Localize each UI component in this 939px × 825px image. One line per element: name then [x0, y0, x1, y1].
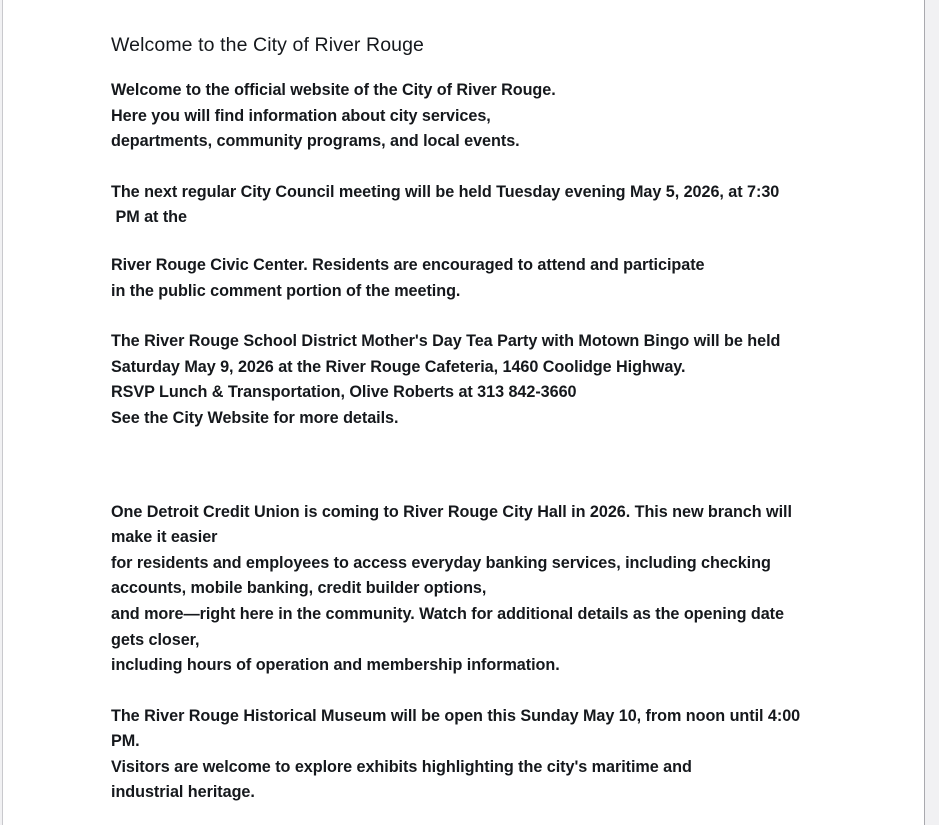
paragraph-line: One Detroit Credit Union is coming to River Rouge City Hall in 2026. This new branch will	[111, 502, 792, 521]
spacer-after-title	[111, 58, 871, 78]
paragraph-line: industrial heritage.	[111, 783, 255, 802]
paragraph-line: Visitors are welcome to explore exhibits highlighting the city's maritime and	[111, 757, 692, 776]
tea-party-paragraph	[111, 329, 871, 431]
credit-union-paragraph	[111, 500, 871, 679]
paragraph-line: PM at the	[111, 208, 187, 227]
page-title: Welcome to the City of River Rouge	[111, 34, 425, 56]
city-council-meeting-paragraph	[111, 180, 871, 231]
spacer-double	[111, 432, 871, 500]
paragraph-line: Here you will find information about city services,	[111, 106, 491, 125]
paragraph-line: accounts, mobile banking, credit builder options,	[111, 579, 487, 598]
document-page	[2, 0, 925, 825]
paragraph-line: See the City Website for more details.	[111, 408, 399, 427]
document-content	[111, 0, 871, 806]
paragraph-line: including hours of operation and membership information.	[111, 656, 560, 675]
paragraph-line: Welcome to the official website of the City of River Rouge.	[111, 81, 556, 99]
paragraph-line: PM.	[111, 732, 140, 751]
civic-center-paragraph	[111, 253, 871, 304]
historical-museum-paragraph	[111, 704, 871, 806]
paragraph-line: and more—right here in the community. Watch for additional details as the opening date	[111, 604, 784, 623]
paragraph-line: make it easier	[111, 528, 218, 547]
paragraph-line: The next regular City Council meeting will be held Tuesday evening May 5, 2026, at 7:30	[111, 182, 780, 201]
paragraph-line: The River Rouge Historical Museum will be open this Sunday May 10, from noon until 4:00	[111, 706, 801, 725]
spacer	[111, 679, 871, 704]
paragraph-line: for residents and employees to access everyday banking services, including checking	[111, 553, 771, 572]
paragraph-line: departments, community programs, and local events.	[111, 132, 520, 151]
paragraph-line: gets closer,	[111, 630, 200, 649]
paragraph-line: in the public comment portion of the meeting.	[111, 281, 461, 300]
spacer	[111, 304, 871, 329]
intro-paragraph	[111, 78, 871, 155]
paragraph-line: The River Rouge School District Mother's Day Tea Party with Motown Bingo will be held	[111, 332, 781, 351]
spacer	[111, 155, 871, 180]
paragraph-line: River Rouge Civic Center. Residents are encouraged to attend and participate	[111, 255, 705, 274]
paragraph-line: Saturday May 9, 2026 at the River Rouge Cafeteria, 1460 Coolidge Highway.	[111, 357, 686, 376]
spacer	[111, 231, 871, 253]
paragraph-line: RSVP Lunch & Transportation, Olive Roberts at 313 842-3660	[111, 383, 577, 402]
